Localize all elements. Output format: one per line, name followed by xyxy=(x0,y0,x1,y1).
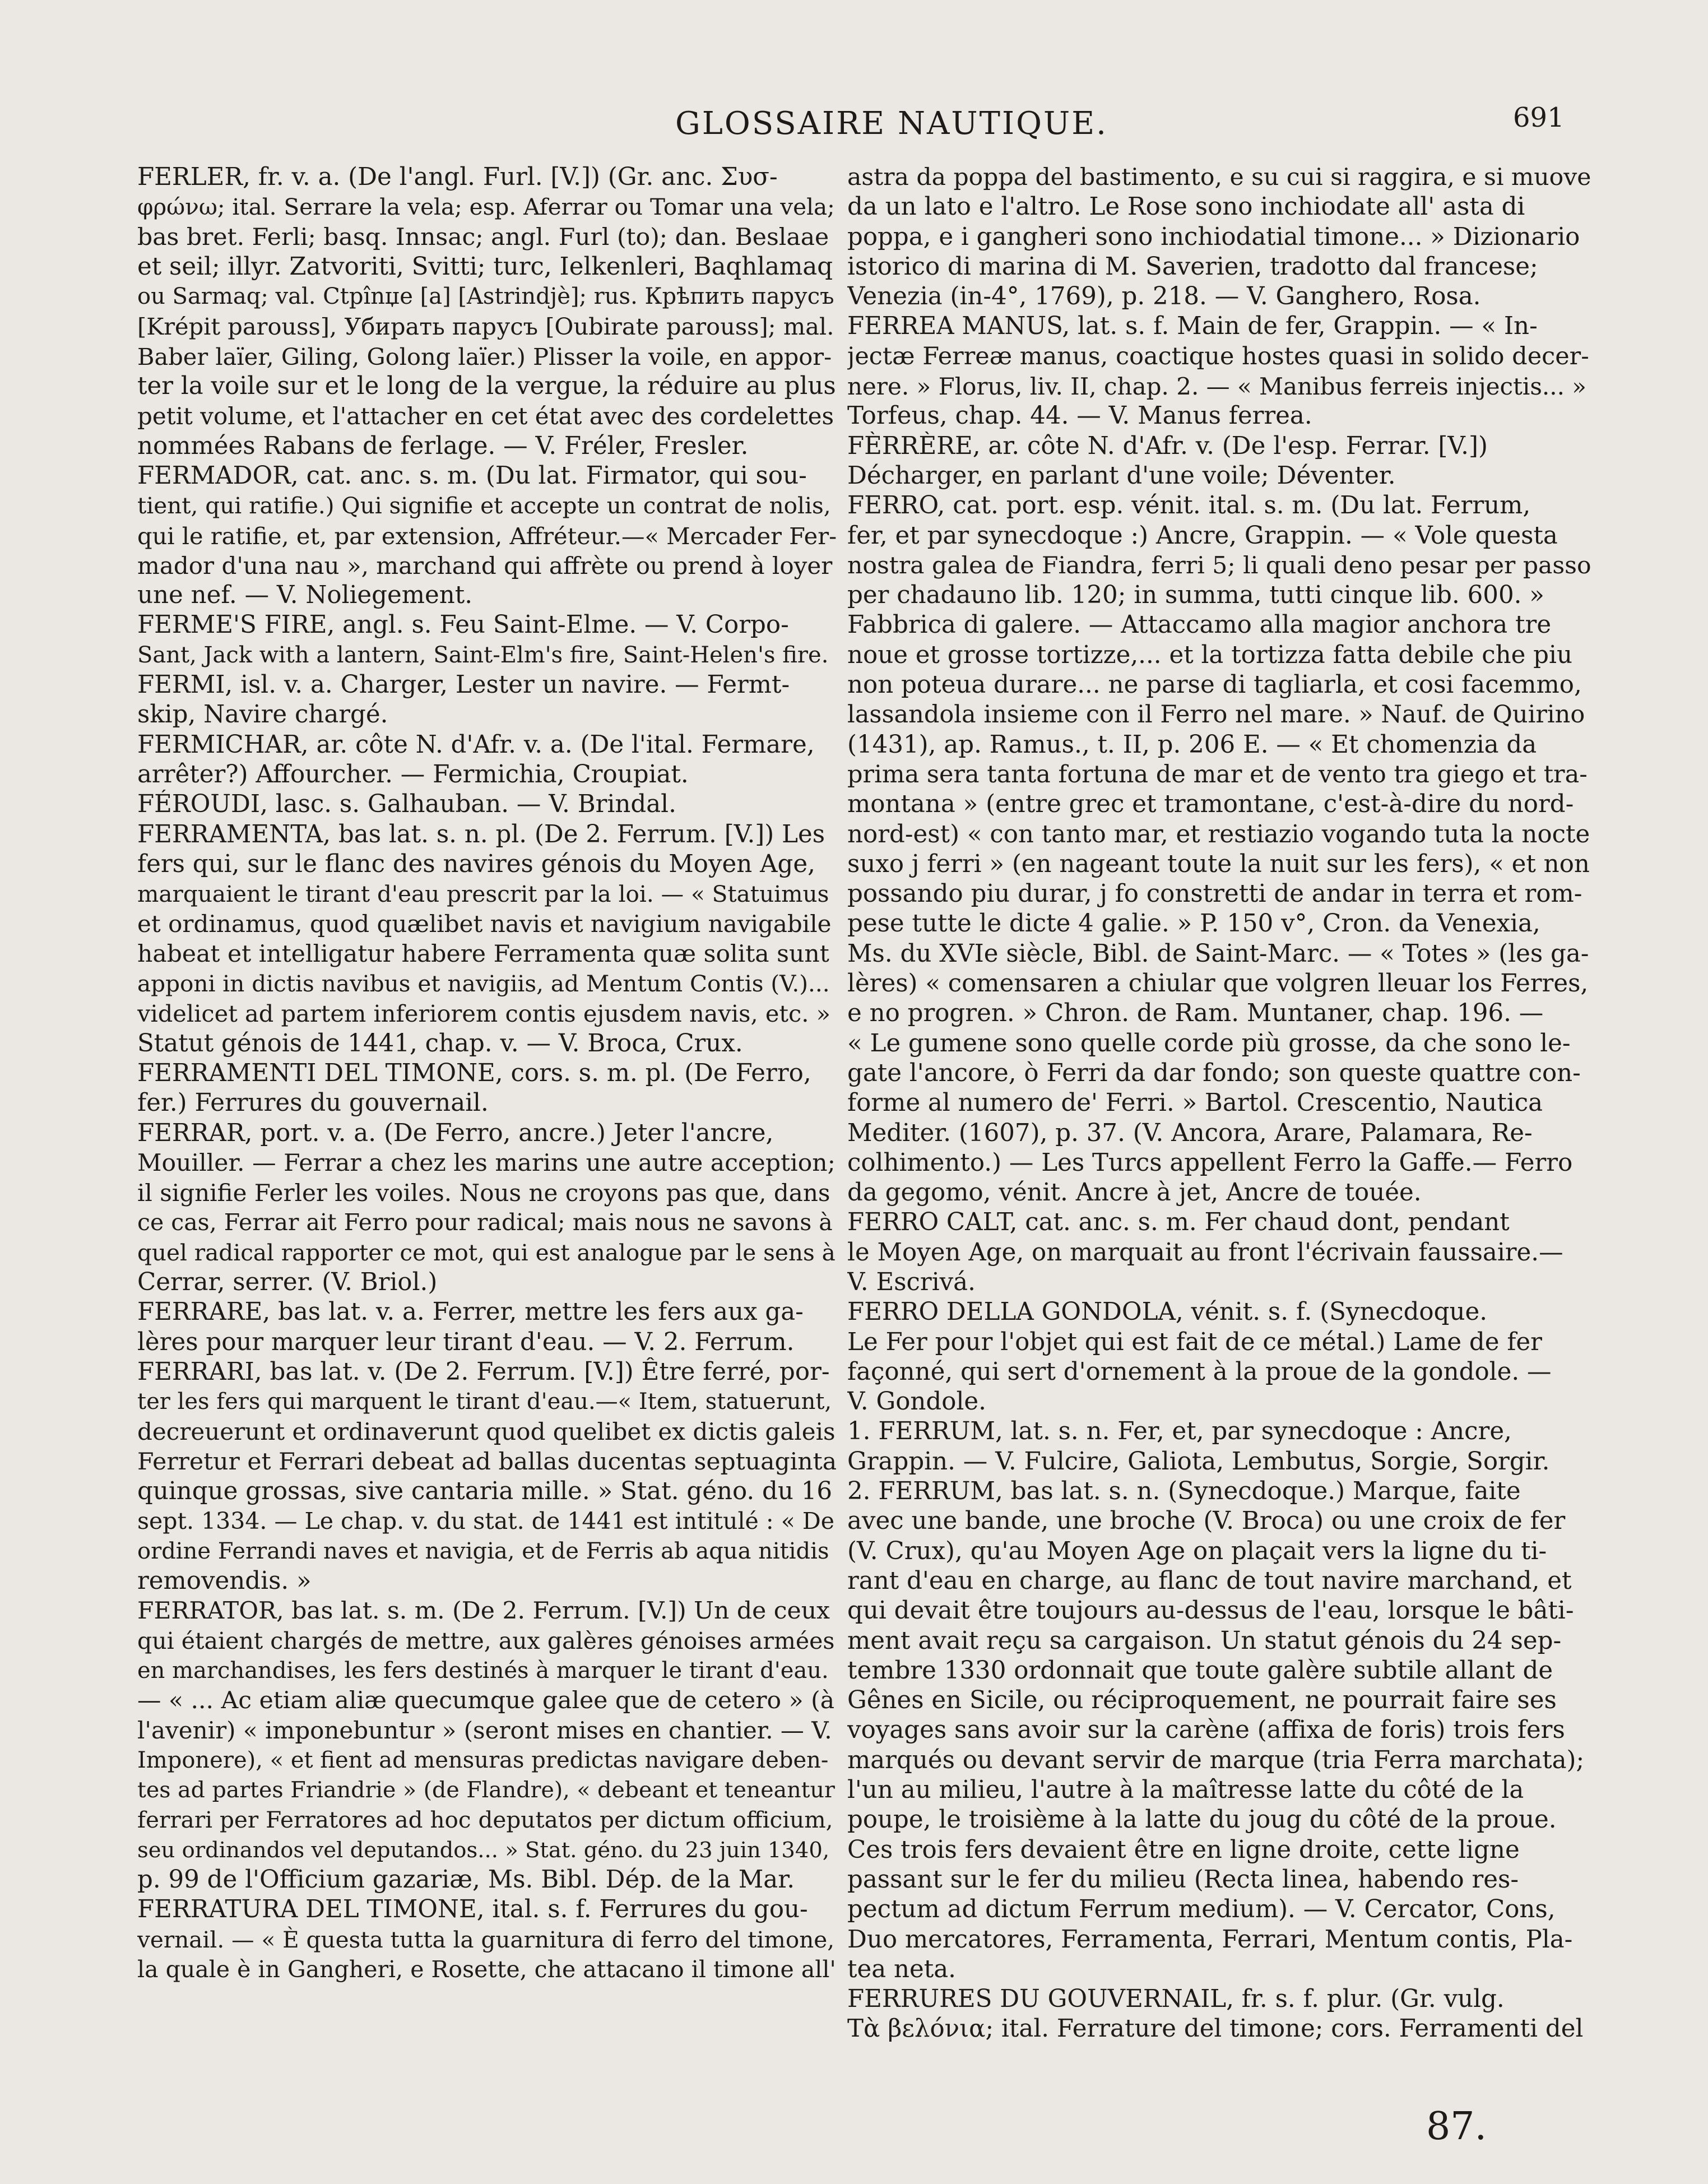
text-line: sept. 1334. — Le chap. v. du stat. de 1441 est intitulé : « De xyxy=(137,1508,834,1535)
text-line: habeat et intelligatur habere Ferramenta quæ solita sunt xyxy=(137,940,829,968)
text-line: Venezia (in-4°, 1769), p. 218. — V. Ganghero, Rosa. xyxy=(847,282,1481,311)
text-line: lères pour marquer leur tirant d'eau. — V. 2. Ferrum. xyxy=(137,1328,795,1356)
text-line: decreuerunt et ordinaverunt quod quelibet ex dictis galeis xyxy=(137,1418,836,1446)
text-line: jectæ Ferreæ manus, coactique hostes quasi in solido decer- xyxy=(847,342,1589,370)
text-line: fer, et par synecdoque :) Ancre, Grappin. — « Vole questa xyxy=(847,521,1558,550)
text-line: FERMICHAR, ar. côte N. d'Afr. v. a. (De l'ital. Fermare, xyxy=(137,730,815,759)
text-line: la quale è in Gangheri, e Rosette, che attacano il timone all' xyxy=(137,1955,836,1983)
text-line: rant d'eau en charge, au flanc de tout navire marchand, et xyxy=(847,1566,1572,1595)
text-line: nere. » Florus, liv. II, chap. 2. — « Manibus ferreis injectis... » xyxy=(847,373,1587,401)
text-line: lassandola insieme con il Ferro nel mare. » Nauf. de Quirino xyxy=(847,701,1585,729)
text-line: Mediter. (1607), p. 37. (V. Ancora, Arare, Palamara, Re- xyxy=(847,1119,1533,1147)
text-line: nostra galea de Fiandra, ferri 5; li quali deno pesar per passo xyxy=(847,551,1591,579)
text-line: gate l'ancore, ò Ferri da dar fondo; son queste quattre con- xyxy=(847,1059,1581,1087)
signature-mark: 87. xyxy=(1426,2104,1487,2149)
text-line: qui étaient chargés de mettre, aux galères génoises armées xyxy=(137,1627,835,1654)
text-line: FERRO, cat. port. esp. vénit. ital. s. m. (Du lat. Ferrum, xyxy=(847,491,1531,520)
text-line: Grappin. — V. Fulcire, Galiota, Lembutus, Sorgie, Sorgir. xyxy=(847,1447,1550,1476)
text-line: Ms. du XVIe siècle, Bibl. de Saint-Marc. — « Totes » (les ga- xyxy=(847,939,1589,968)
text-line: ter les fers qui marquent le tirant d'eau.—« Item, statuerunt, xyxy=(137,1389,832,1415)
text-line: apponi in dictis navibus et navigiis, ad Mentum Contis (V.)... xyxy=(137,970,830,998)
text-line: fers qui, sur le flanc des navires génois du Moyen Age, xyxy=(137,850,815,878)
text-line: noue et grosse tortizze,... et la tortizza fatta debile che piu xyxy=(847,641,1572,669)
text-line: V. Gondole. xyxy=(847,1388,986,1416)
text-line: quel radical rapporter ce mot, qui est analogue par le sens à xyxy=(137,1239,836,1266)
text-line: en marchandises, les fers destinés à marquer le tirant d'eau. xyxy=(137,1657,829,1684)
text-line: da gegomo, vénit. Ancre à jet, Ancre de touée. xyxy=(847,1179,1422,1207)
text-line: seu ordinandos vel deputandos... » Stat. géno. du 23 juin 1340, xyxy=(137,1837,830,1863)
text-line: Le Fer pour l'objet qui est fait de ce métal.) Lame de fer xyxy=(847,1328,1542,1356)
text-line: FERRATOR, bas lat. s. m. (De 2. Ferrum. [V.]) Un de ceux xyxy=(137,1597,830,1625)
text-line: bas bret. Ferli; basq. Innsac; angl. Furl (to); dan. Beslaae xyxy=(137,223,829,251)
text-line: Fabbrica di galere. — Attaccamo alla magior anchora tre xyxy=(847,611,1552,639)
text-line: lères) « comensaren a chiular que volgren lleuar los Ferres, xyxy=(847,970,1589,998)
text-line: l'avenir) « imponebuntur » (seront mises en chantier. — V. xyxy=(137,1717,832,1745)
text-line: FERME'S FIRE, angl. s. Feu Saint-Elme. — V. Corpo- xyxy=(137,611,789,639)
text-line: FERRAMENTA, bas lat. s. n. pl. (De 2. Ferrum. [V.]) Les xyxy=(137,820,825,848)
text-line: tembre 1330 ordonnait que toute galère subtile allant de xyxy=(847,1656,1553,1685)
text-line: suxo j ferri » (en nageant toute la nuit sur les fers), « et non xyxy=(847,850,1590,878)
text-line: le Moyen Age, on marquait au front l'écrivain faussaire.— xyxy=(847,1238,1563,1267)
left-column xyxy=(137,163,837,1984)
text-line: qui le ratifie, et, par extension, Affréteur.—« Mercader Fer- xyxy=(137,522,837,550)
text-line: FERRO CALT, cat. anc. s. m. Fer chaud dont, pendant xyxy=(847,1208,1510,1237)
text-line: Duo mercatores, Ferramenta, Ferrari, Mentum contis, Pla- xyxy=(847,1925,1573,1954)
text-line: FÈRRÈRE, ar. côte N. d'Afr. v. (De l'esp. Ferrar. [V.]) xyxy=(847,432,1488,460)
text-line: arrêter?) Affourcher. — Fermichia, Croupiat. xyxy=(137,760,689,789)
text-line: nommées Rabans de ferlage. — V. Fréler, Fresler. xyxy=(137,432,749,460)
text-line: Ferretur et Ferrari debeat ad ballas ducentas septuaginta xyxy=(137,1448,837,1476)
text-line: « Le gumene sono quelle corde più grosse, da che sono le- xyxy=(847,1029,1571,1058)
text-line: vernail. — « È questa tutta la guarnitura di ferro del timone, xyxy=(137,1926,835,1953)
text-line: Mouiller. — Ferrar a chez les marins une autre acception; xyxy=(137,1149,836,1177)
text-line: — « ... Ac etiam aliæ quecumque galee que de cetero » (à xyxy=(137,1687,835,1715)
text-line: montana » (entre grec et tramontane, c'est-à-dire du nord- xyxy=(847,790,1574,819)
text-line: forme al numero de' Ferri. » Bartol. Crescentio, Nautica xyxy=(847,1089,1543,1117)
text-line: astra da poppa del bastimento, e su cui si raggira, e si muove xyxy=(847,164,1591,191)
right-column xyxy=(847,163,1591,2044)
text-line: tes ad partes Friandrie » (de Flandre), « debeant et teneantur xyxy=(137,1777,835,1803)
text-line: (1431), ap. Ramus., t. II, p. 206 E. — « Et chomenzia da xyxy=(847,730,1537,759)
text-line: marqués ou devant servir de marque (tria Ferra marchata); xyxy=(847,1746,1585,1774)
text-line: nord-est) « con tanto mar, et restiazio vogando tuta la nocte xyxy=(847,820,1590,848)
text-line: skip, Navire chargé. xyxy=(137,701,388,729)
text-line: poppa, e i gangheri sono inchiodatial timone... » Dizionario xyxy=(847,222,1580,251)
text-line: (V. Crux), qu'au Moyen Age on plaçait vers la ligne du ti- xyxy=(847,1537,1547,1565)
text-line: [Krépit parouss], Убирать парусъ [Oubirate parouss]; mal. xyxy=(137,313,834,341)
text-line: ferrari per Ferratores ad hoc deputatos per dictum officium, xyxy=(137,1806,833,1834)
text-line: ment avait reçu sa cargaison. Un statut génois du 24 sep- xyxy=(847,1626,1562,1655)
text-line: quinque grossas, sive cantaria mille. » Stat. géno. du 16 xyxy=(137,1477,833,1506)
text-line: et seil; illyr. Zatvoriti, Svitti; turc, Ielkenleri, Baqhlamaq xyxy=(137,252,833,281)
text-line: une nef. — V. Noliegement. xyxy=(137,581,473,610)
text-line: marquaient le tirant d'eau prescrit par la loi. — « Statuimus xyxy=(137,880,829,908)
text-line: Gênes en Sicile, ou réciproquement, ne pourrait faire ses xyxy=(847,1686,1557,1715)
text-line: FERMADOR, cat. anc. s. m. (Du lat. Firmator, qui sou- xyxy=(137,461,807,490)
text-line: FERRAMENTI DEL TIMONE, cors. s. m. pl. (De Ferro, xyxy=(137,1059,811,1087)
text-line: tea neta. xyxy=(847,1955,956,1983)
text-line: il signifie Ferler les voiles. Nous ne croyons pas que, dans xyxy=(137,1179,830,1207)
page-title: GLOSSAIRE NAUTIQUE. xyxy=(675,105,1108,142)
text-line: 2. FERRUM, bas lat. s. n. (Synecdoque.) Marque, faite xyxy=(847,1477,1521,1506)
text-line: ou Sarmaq; val. Ctpînџe [a] [Astrindjè]; rus. Крѣпить парусъ xyxy=(137,284,834,310)
text-line: removendis. » xyxy=(137,1566,312,1595)
text-line: 1. FERRUM, lat. s. n. Fer, et, par synecdoque : Ancre, xyxy=(847,1417,1512,1446)
text-line: Cerrar, serrer. (V. Briol.) xyxy=(137,1268,438,1296)
text-line: non poteua durare... ne parse di tagliarla, et cosi facemmo, xyxy=(847,671,1582,699)
text-line: φρώνω; ital. Serrare la vela; esp. Aferrar ou Tomar una vela; xyxy=(137,193,835,221)
text-line: petit volume, et l'attacher en cet état avec des cordelettes xyxy=(137,402,834,430)
text-line: l'un au milieu, l'autre à la maîtresse latte du côté de la xyxy=(847,1776,1524,1805)
text-line: FERRURES DU GOUVERNAIL, fr. s. f. plur. (Gr. vulg. xyxy=(847,1985,1505,2014)
text-line: pectum ad dictum Ferrum medium). — V. Cercator, Cons, xyxy=(847,1895,1556,1924)
text-line: Statut génois de 1441, chap. v. — V. Broca, Crux. xyxy=(137,1029,743,1058)
text-line: FERREA MANUS, lat. s. f. Main de fer, Grappin. — « In- xyxy=(847,312,1538,341)
text-line: FERRO DELLA GONDOLA, vénit. s. f. (Synecdoque. xyxy=(847,1298,1488,1327)
text-line: Baber laïer, Giling, Golong laïer.) Plisser la voile, en appor- xyxy=(137,342,832,370)
text-line: FERLER, fr. v. a. (De l'angl. Furl. [V.]) (Gr. anc. Συσ- xyxy=(137,163,778,191)
text-line: prima sera tanta fortuna de mar et de vento tra giego et tra- xyxy=(847,760,1588,789)
text-line: istorico di marina di M. Saverien, tradotto dal francese; xyxy=(847,252,1538,281)
text-line: Ces trois fers devaient être en ligne droite, cette ligne xyxy=(847,1835,1520,1864)
text-line: ordine Ferrandi naves et navigia, et de Ferris ab aqua nitidis xyxy=(137,1538,829,1564)
text-line: Τὰ βελόνια; ital. Ferrature del timone; cors. Ferramenti del xyxy=(847,2015,1584,2043)
text-line: FERRARE, bas lat. v. a. Ferrer, mettre les fers aux ga- xyxy=(137,1298,804,1327)
text-line: Sant, Jack with a lantern, Saint-Elm's fire, Saint-Helen's fire. xyxy=(137,642,829,668)
text-line: Décharger, en parlant d'une voile; Déventer. xyxy=(847,461,1396,490)
text-line: et ordinamus, quod quælibet navis et navigium navigabile xyxy=(137,910,832,938)
text-line: e no progren. » Chron. de Ram. Muntaner, chap. 196. — xyxy=(847,999,1544,1028)
text-line: da un lato e l'altro. Le Rose sono inchiodate all' asta di xyxy=(847,193,1525,221)
text-line: FERRAR, port. v. a. (De Ferro, ancre.) Jeter l'ancre, xyxy=(137,1119,774,1147)
text-line: colhimento.) — Les Turcs appellent Ferro la Gaffe.— Ferro xyxy=(847,1148,1573,1177)
text-line: FERRARI, bas lat. v. (De 2. Ferrum. [V.]) Être ferré, por- xyxy=(137,1357,830,1386)
text-line: ce cas, Ferrar ait Ferro pour radical; mais nous ne savons à xyxy=(137,1209,833,1236)
text-line: passant sur le fer du milieu (Recta linea, habendo res- xyxy=(847,1865,1519,1894)
text-line: ter la voile sur et le long de la vergue, la réduire au plus xyxy=(137,372,836,401)
page-number: 691 xyxy=(1513,102,1565,133)
text-line: videlicet ad partem inferiorem contis ejusdem navis, etc. » xyxy=(137,1000,831,1028)
text-line: possando piu durar, j fo constretti de andar in terra et rom- xyxy=(847,880,1582,908)
text-line: FÉROUDI, lasc. s. Galhauban. — V. Brindal. xyxy=(137,790,676,819)
text-line: voyages sans avoir sur la carène (affixa de foris) trois fers xyxy=(847,1716,1565,1745)
text-line: tient, qui ratifie.) Qui signifie et accepte un contrat de nolis, xyxy=(137,492,831,520)
text-line: qui devait être toujours au-dessus de l'eau, lorsque le bâti- xyxy=(847,1597,1574,1625)
text-line: poupe, le troisième à la latte du joug du côté de la proue. xyxy=(847,1806,1557,1834)
text-line: p. 99 de l'Officium gazariæ, Ms. Bibl. Dép. de la Mar. xyxy=(137,1865,795,1894)
text-line: pese tutte le dicte 4 galie. » P. 150 v°, Cron. da Venexia, xyxy=(847,910,1540,938)
text-line: per chadauno lib. 120; in summa, tutti cinque lib. 600. » xyxy=(847,581,1544,610)
text-line: V. Escrivá. xyxy=(847,1268,976,1296)
text-line: mador d'una nau », marchand qui affrète ou prend à loyer xyxy=(137,551,833,579)
text-line: Torfeus, chap. 44. — V. Manus ferrea. xyxy=(847,402,1312,430)
text-line: Imponere), « et fient ad mensuras predictas navigare deben- xyxy=(137,1747,829,1773)
text-line: fer.) Ferrures du gouvernail. xyxy=(137,1089,489,1117)
text-line: FERRATURA DEL TIMONE, ital. s. f. Ferrures du gou- xyxy=(137,1895,808,1924)
text-line: avec une bande, une broche (V. Broca) ou une croix de fer xyxy=(847,1507,1566,1536)
text-line: FERMI, isl. v. a. Charger, Lester un navire. — Fermt- xyxy=(137,671,790,699)
text-line: façonné, qui sert d'ornement à la proue de la gondole. — xyxy=(847,1357,1552,1386)
